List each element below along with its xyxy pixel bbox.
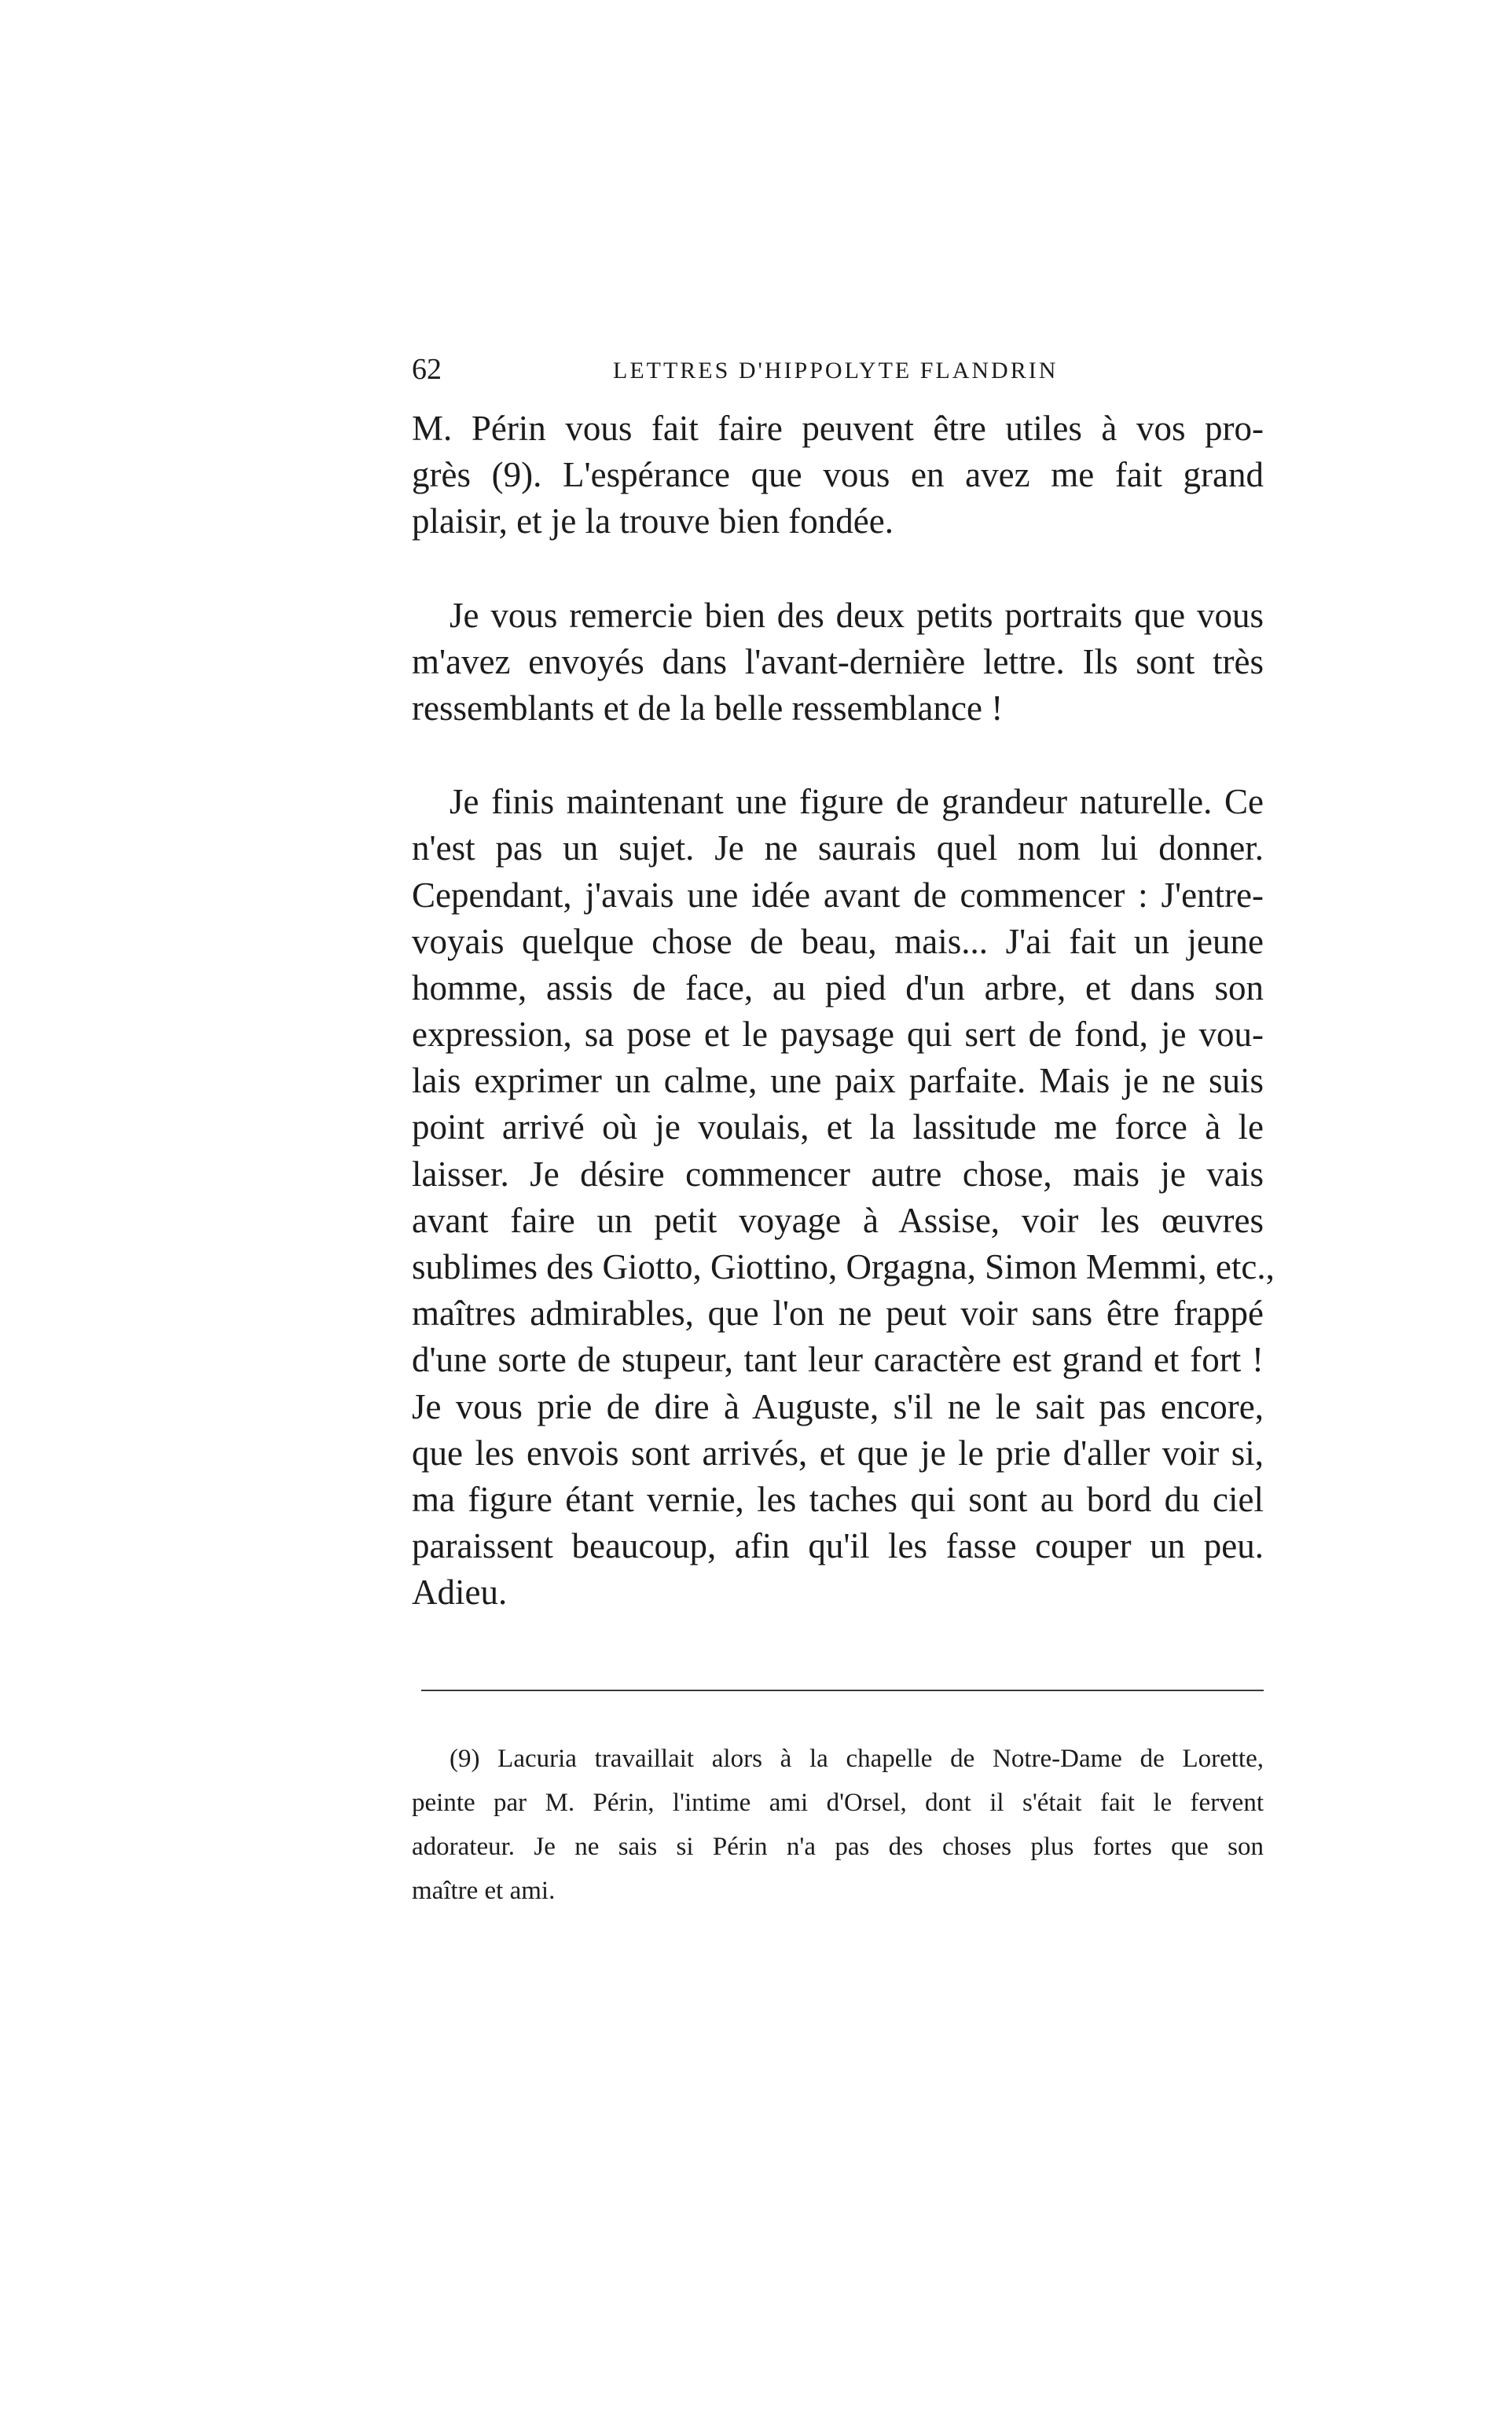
paragraph-gap [412, 545, 1264, 593]
text-line: paraissent beaucoup, afin qu'il les fasse couper un peu. [412, 1526, 1264, 1566]
text-line: d'une sorte de stupeur, tant leur caractère est grand et fort ! [412, 1340, 1264, 1380]
footnote-line: adorateur. Je ne sais si Périn n'a pas des choses plus fortes que son [412, 1833, 1264, 1861]
text-line: avant faire un petit voyage à Assise, voir les œuvres [412, 1200, 1264, 1240]
footnote-line: maître et ami. [412, 1877, 556, 1905]
text-line: grès (9). L'espérance que vous en avez me fait grand [412, 455, 1264, 495]
running-title: LETTRES D'HIPPOLYTE FLANDRIN [613, 358, 1059, 384]
text-line: M. Périn vous fait faire peuvent être utiles à vos pro- [412, 409, 1264, 448]
text-line: Adieu. [412, 1573, 508, 1613]
paragraph-2 [412, 593, 1264, 732]
text-line: que les envois sont arrivés, et que je le prie d'aller voir si, [412, 1433, 1264, 1473]
text-line: maîtres admirables, que l'on ne peut voir sans être frappé [412, 1294, 1264, 1334]
text-line: laisser. Je désire commencer autre chose, mais je vais [412, 1154, 1264, 1194]
text-line: Je finis maintenant une figure de grandeur naturelle. Ce [450, 782, 1264, 822]
text-line: m'avez envoyés dans l'avant-dernière lettre. Ils sont très [412, 641, 1264, 681]
page-header [412, 346, 1264, 393]
text-line: lais exprimer un calme, une paix parfaite. Mais je ne suis [412, 1061, 1264, 1101]
text-line: ressemblants et de la belle ressemblance ! [412, 688, 1004, 728]
text-line: expression, sa pose et le paysage qui sert de fond, je vou- [412, 1015, 1264, 1055]
paragraph-3 [412, 779, 1275, 1616]
text-line: ma figure étant vernie, les taches qui sont au bord du ciel [412, 1479, 1264, 1519]
paragraph-1 [412, 406, 1264, 545]
footnote-line: (9) Lacuria travaillait alors à la chapelle de Notre-Dame de Lorette, [450, 1745, 1264, 1773]
footnote [412, 1737, 1264, 1913]
text-line: plaisir, et je la trouve bien fondée. [412, 501, 894, 541]
text-line: Je vous remercie bien des deux petits portraits que vous [450, 595, 1264, 635]
text-line: Cependant, j'avais une idée avant de commencer : J'entre- [412, 875, 1264, 915]
text-line: sublimes des Giotto, Giottino, Orgagna, Simon Memmi, etc., [412, 1247, 1275, 1286]
paragraph-gap [412, 732, 1264, 779]
text-line: homme, assis de face, au pied d'un arbre, et dans son [412, 967, 1264, 1007]
main-text [412, 406, 1275, 1617]
text-line: point arrivé où je voulais, et la lassitude me force à le [412, 1107, 1264, 1147]
footnote-line: peinte par M. Périn, l'intime ami d'Orsel, dont il s'était fait le fervent [412, 1789, 1264, 1817]
text-line: voyais quelque chose de beau, mais... J'ai fait un jeune [412, 921, 1264, 961]
footnote-divider [421, 1690, 1264, 1691]
text-line: n'est pas un sujet. Je ne saurais quel nom lui donner. [412, 828, 1264, 868]
text-line: Je vous prie de dire à Auguste, s'il ne le sait pas encore, [412, 1386, 1264, 1426]
page-number: 62 [412, 353, 442, 386]
